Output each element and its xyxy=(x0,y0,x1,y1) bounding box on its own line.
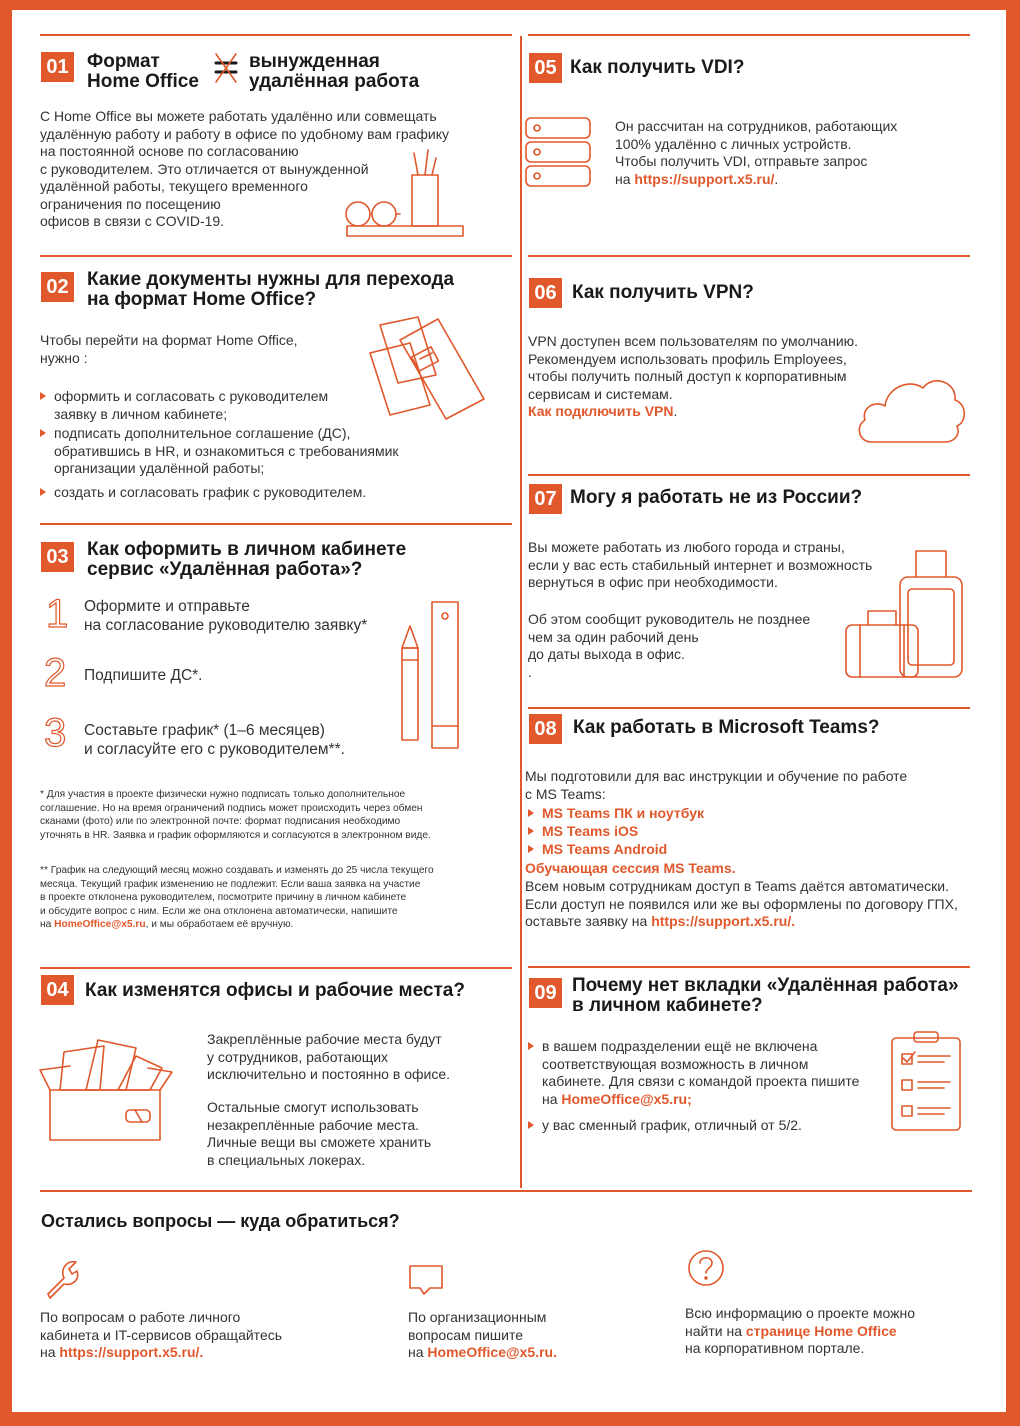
list-item: создать и согласовать график с руководителем. xyxy=(40,484,366,502)
vpn-link[interactable]: Как подключить VPN xyxy=(528,403,674,419)
section-text: Закреплённые рабочие места будут у сотрудников, работающих исключительно и постоянно в офисе. xyxy=(207,1031,450,1082)
list-item[interactable] xyxy=(528,805,704,823)
teams-pc-link[interactable]: MS Teams ПК и ноутбук xyxy=(542,805,704,821)
section-text: С Home Office вы можете работать удалённо или совмещать удалённую работу и работу в офисе по удобному вам графику на постоянной основе по согласованию с руководителем. Это отличается от вынужденной удалённой работы, текущего временного ограничения по посещению офисов в связи с COVID-19. xyxy=(40,108,450,229)
section-text: Об этом сообщит руководитель не позднее чем за один рабочий день до даты выхода в офис. . xyxy=(528,611,811,680)
footer-text: Всю информацию о проекте можно найти на странице Home Office на корпоративном портале. xyxy=(685,1305,915,1356)
wrench-icon xyxy=(42,1258,82,1298)
support-link[interactable]: https://support.x5.ru/ xyxy=(634,170,775,187)
divider xyxy=(40,255,512,257)
footer-title: Остались вопросы — куда обратиться? xyxy=(41,1211,400,1231)
page xyxy=(12,10,1006,1412)
divider xyxy=(528,255,970,257)
email-link[interactable]: HomeOffice@x5.ru; xyxy=(561,1090,692,1107)
section-title: Как получить VDI? xyxy=(570,57,745,78)
server-icon xyxy=(524,116,594,196)
documents-icon xyxy=(360,315,490,420)
divider xyxy=(528,34,970,36)
list-item[interactable] xyxy=(528,841,667,859)
cloud-icon xyxy=(857,370,967,450)
step-number: 2 xyxy=(44,651,67,695)
section-title: Как получить VPN? xyxy=(572,282,754,303)
column-divider xyxy=(520,36,522,1188)
section-number: 01 xyxy=(41,52,74,82)
not-equal-icon xyxy=(214,53,238,83)
section-text: Всем новым сотрудникам доступ в Teams даётся автоматически. Если доступ не появился или же вы оформлены по договору ГПХ, оставьте заявку на https://support.x5.ru/. xyxy=(525,878,958,929)
training-session-link[interactable]: Обучающая сессия MS Teams. xyxy=(525,860,736,876)
section-title: Как оформить в личном кабинете сервис «Удалённая работа»? xyxy=(87,539,407,580)
footnote: * Для участия в проекте физически нужно подписать только дополнительное соглашение. Но на время ограничений подпись может происходить через обмен сканами (фото) или по электронной почте: формат подписания необходимо уточнять в HR. Заявка и график оформляются и согласуются в электронном виде. xyxy=(40,789,431,841)
section-title: Как работать в Microsoft Teams? xyxy=(573,717,880,738)
divider xyxy=(528,474,970,476)
checklist-icon xyxy=(890,1028,965,1133)
section-title: Формат Home Office xyxy=(87,51,199,92)
section-number: 03 xyxy=(41,542,74,572)
section-title: Могу я работать не из России? xyxy=(570,487,863,508)
desk-lamp-icon xyxy=(342,150,472,240)
divider xyxy=(528,707,970,709)
section-number: 08 xyxy=(529,714,562,744)
section-title: Какие документы нужны для перехода на формат Home Office? xyxy=(87,269,455,310)
section-number: 06 xyxy=(529,278,562,308)
section-text: Мы подготовили для вас инструкции и обучение по работе с MS Teams: xyxy=(525,768,908,802)
question-icon xyxy=(688,1250,728,1290)
section-text: VPN доступен всем пользователям по умолчанию. Рекомендуем использовать профиль Employees, чтобы получить полный доступ к корпоративным сервисам и системам. Как подключить VPN. xyxy=(528,333,859,419)
list-item[interactable] xyxy=(528,823,638,841)
section-title: Почему нет вкладки «Удалённая работа» в личном кабинете? xyxy=(572,975,959,1016)
footer-text: По вопросам о работе личного кабинета и IT-сервисов обращайтесь на https://support.x5.ru/. xyxy=(40,1309,283,1360)
list-item: в вашем подразделении ещё не включена соответствующая возможность в личном кабинете. Для связи с командой проекта пишите на HomeOffice@x5.ru; xyxy=(528,1038,859,1108)
teams-android-link[interactable]: MS Teams Android xyxy=(542,841,668,857)
step-text: Составьте график* (1–6 месяцев) и согласуйте его с руководителем**. xyxy=(84,722,345,758)
luggage-icon xyxy=(842,537,967,682)
divider xyxy=(40,34,512,36)
step-number: 1 xyxy=(46,592,69,636)
step-number: 3 xyxy=(44,711,67,755)
divider xyxy=(40,523,512,525)
list-item: подписать дополнительное соглашение (ДС), обратившись в HR, и ознакомиться с требованиямик организации удалённой работы; xyxy=(40,425,399,478)
footnote: ** График на следующий месяц можно создавать и изменять до 25 числа текущего месяца. Текущий график изменению не подлежит. Если ваша заявка на участие в проекте отклонена руководителем, посмотрите причину в личном кабинете и обсудите вопрос с ним. Если же она отклонена автоматически, напишите на HomeOffice@x5.ru, и мы обработаем её вручную. xyxy=(40,865,434,930)
step-text: Подпишите ДС*. xyxy=(84,667,203,684)
archive-box-icon xyxy=(40,1032,175,1142)
support-link[interactable]: https://support.x5.ru/. xyxy=(651,913,796,929)
section-number: 02 xyxy=(41,272,74,302)
pencil-ruler-icon xyxy=(400,600,460,750)
email-link[interactable]: HomeOffice@x5.ru. xyxy=(427,1344,557,1360)
divider xyxy=(40,967,512,969)
email-link[interactable]: HomeOffice@x5.ru xyxy=(54,919,146,930)
section-text: Остальные смогут использовать незакреплённые рабочие места. Личные вещи вы сможете хранить в специальных локерах. xyxy=(207,1099,432,1168)
divider xyxy=(40,1190,972,1192)
divider xyxy=(528,966,970,968)
support-link[interactable]: https://support.x5.ru/. xyxy=(59,1344,204,1360)
list-item: оформить и согласовать с руководителем заявку в личном кабинете; xyxy=(40,388,328,423)
message-icon xyxy=(408,1262,448,1298)
footer-text: По организационным вопросам пишите на HomeOffice@x5.ru. xyxy=(408,1309,557,1360)
step-text: Оформите и отправьте на согласование руководителю заявку* xyxy=(84,598,368,634)
section-text: Он рассчитан на сотрудников, работающих 100% удалённо с личных устройств. Чтобы получить VDI, отправьте запрос на https://support.x5.ru/. xyxy=(615,118,898,187)
list-item: у вас сменный график, отличный от 5/2. xyxy=(528,1117,802,1135)
section-number: 09 xyxy=(529,978,562,1008)
teams-ios-link[interactable]: MS Teams iOS xyxy=(542,823,639,839)
section-number: 04 xyxy=(41,975,74,1005)
section-title: Как изменятся офисы и рабочие места? xyxy=(85,980,465,1001)
section-text: Чтобы перейти на формат Home Office, нужно : xyxy=(40,332,298,366)
section-number: 07 xyxy=(529,484,562,514)
section-text: Вы можете работать из любого города и страны, если у вас есть стабильный интернет и возможность вернуться в офис при необходимости. xyxy=(528,539,873,590)
section-number: 05 xyxy=(529,53,562,83)
home-office-page-link[interactable]: странице Home Office xyxy=(745,1322,897,1339)
section-title: вынужденная удалённая работа xyxy=(249,51,420,92)
